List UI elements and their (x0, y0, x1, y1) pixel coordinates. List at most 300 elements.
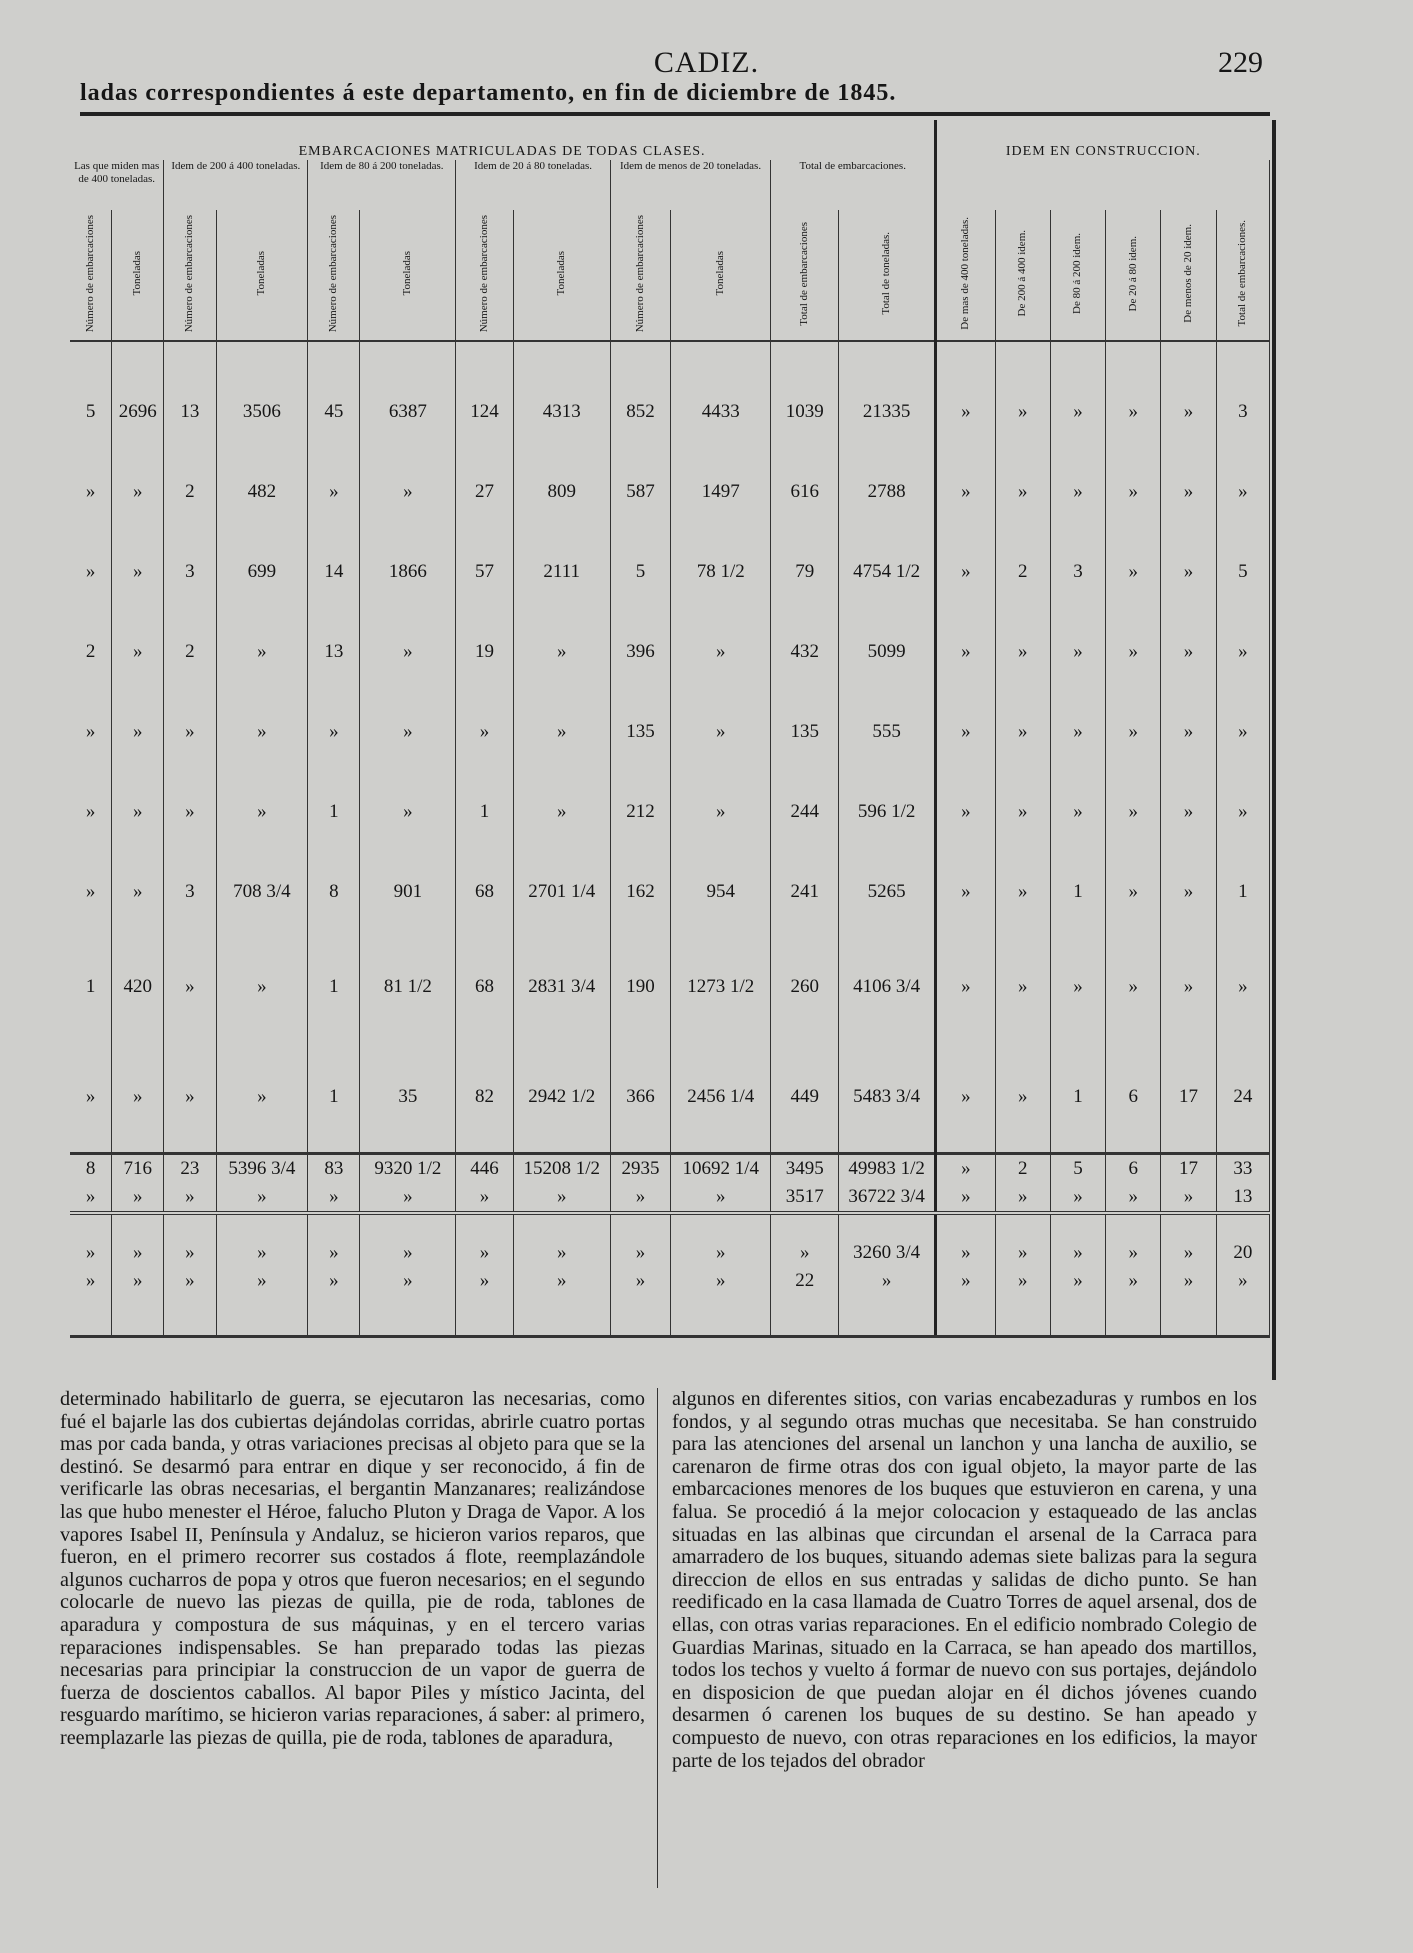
col-construccion-3 (1106, 210, 1161, 341)
diff-cell: » (936, 1267, 995, 1295)
col-toneladas-4-label: Toneladas (714, 251, 727, 296)
rows-cell: 901 (360, 852, 456, 932)
col-construccion-5 (1216, 210, 1269, 341)
rows-cell: » (1050, 692, 1105, 772)
text-column-right (672, 1388, 1257, 1772)
bottom-cell (1106, 1295, 1161, 1337)
totals-cell: 10692 1/4 (671, 1154, 771, 1184)
diff-cell: » (164, 1267, 216, 1295)
col-numero-2 (308, 210, 360, 341)
rows-cell: 8 (308, 852, 360, 932)
rows-cell: 78 1/2 (671, 532, 771, 612)
totals-cell: » (70, 1183, 112, 1213)
diff-cell: » (936, 1213, 995, 1267)
rows-cell: » (995, 852, 1050, 932)
col-construccion-0-label: De mas de 400 toneladas. (959, 217, 972, 330)
rows-cell: » (1161, 452, 1216, 532)
col-numero-1-label: Número de embarcaciones (183, 214, 196, 333)
page-number: 229 (1218, 46, 1263, 79)
totals-cell: » (1161, 1183, 1216, 1213)
rows-cell: » (936, 532, 995, 612)
rows-cell: 260 (771, 932, 839, 1042)
rows-cell: 162 (610, 852, 670, 932)
rows-cell: » (1050, 932, 1105, 1042)
rows-cell: » (1106, 452, 1161, 532)
col-total-embarcaciones-label: Total de embarcaciones (798, 221, 811, 326)
rows-cell: 5265 (839, 852, 936, 932)
rows-cell: » (164, 692, 216, 772)
rows-cell: 954 (671, 852, 771, 932)
diff-cell: » (308, 1267, 360, 1295)
rows-cell: » (1106, 932, 1161, 1042)
rows-cell: 432 (771, 612, 839, 692)
diff-cell: » (771, 1213, 839, 1267)
subgroup-under-20: Idem de menos de 20 toneladas. (610, 160, 771, 210)
col-total-toneladas-label: Total de toneladas. (880, 232, 893, 315)
diff-cell: » (456, 1267, 513, 1295)
rows-cell: 5483 3/4 (839, 1042, 936, 1154)
rows-cell: 449 (771, 1042, 839, 1154)
rows-cell: 124 (456, 341, 513, 452)
diff-cell: » (216, 1213, 308, 1267)
rows-cell: » (1106, 772, 1161, 852)
totals-cell: 17 (1161, 1154, 1216, 1184)
rows-cell: » (1216, 772, 1269, 852)
bottom-cell (995, 1295, 1050, 1337)
col-construccion-4-label: De menos de 20 idem. (1182, 224, 1194, 323)
diff-row (70, 1267, 1270, 1295)
rows-cell: » (1050, 772, 1105, 852)
rows-cell: » (112, 692, 164, 772)
bottom-cell (610, 1295, 670, 1337)
col-toneladas-0-label: Toneladas (131, 251, 144, 296)
totals-cell: 446 (456, 1154, 513, 1184)
bottom-cell (839, 1295, 936, 1337)
rows-cell: » (995, 772, 1050, 852)
rows-cell: 4313 (513, 341, 610, 452)
rows-cell: 57 (456, 532, 513, 612)
totals-cell: » (1050, 1183, 1105, 1213)
rows-cell: » (936, 772, 995, 852)
bottom-cell (112, 1295, 164, 1337)
rows-cell: 1273 1/2 (671, 932, 771, 1042)
rows-cell: 13 (308, 612, 360, 692)
statistics-table (70, 120, 1270, 1380)
rows-cell: 1866 (360, 532, 456, 612)
rows-cell: 809 (513, 452, 610, 532)
col-toneladas-0 (112, 210, 164, 341)
rows-cell: 14 (308, 532, 360, 612)
totals-cell: 716 (112, 1154, 164, 1184)
diff-cell: » (513, 1213, 610, 1267)
group-matriculadas: EMBARCACIONES MATRICULADAS DE TODAS CLASES. (70, 120, 936, 160)
col-numero-0 (70, 210, 112, 341)
rows-cell: 2111 (513, 532, 610, 612)
rows-row (70, 772, 1270, 852)
rows-cell: » (936, 341, 995, 452)
totals-cell: 2 (995, 1154, 1050, 1184)
bottom-cell (164, 1295, 216, 1337)
rows-cell: » (936, 692, 995, 772)
diff-cell: » (360, 1213, 456, 1267)
totals-cell: » (936, 1183, 995, 1213)
rows-cell: 3 (1216, 341, 1269, 452)
totals-cell: 15208 1/2 (513, 1154, 610, 1184)
col-total-toneladas (839, 210, 936, 341)
rows-cell: 2 (70, 612, 112, 692)
bottom-cell (771, 1295, 839, 1337)
bottom-cell (70, 1295, 112, 1337)
col-construccion-4 (1161, 210, 1216, 341)
rows-cell: 699 (216, 532, 308, 612)
subgroup-total: Total de embarcaciones. (771, 160, 936, 210)
rows-cell: » (1216, 612, 1269, 692)
totals-cell: » (308, 1183, 360, 1213)
rows-cell: » (456, 692, 513, 772)
rows-cell: » (936, 612, 995, 692)
rows-cell: 852 (610, 341, 670, 452)
diff-cell: » (308, 1213, 360, 1267)
rows-row (70, 852, 1270, 932)
rows-cell: » (360, 452, 456, 532)
rows-cell: 6 (1106, 1042, 1161, 1154)
rows-cell: 17 (1161, 1042, 1216, 1154)
bottom-cell (1216, 1295, 1269, 1337)
totals-row (70, 1183, 1270, 1213)
rows-cell: 135 (610, 692, 670, 772)
diff-cell: » (112, 1267, 164, 1295)
col-numero-4 (610, 210, 670, 341)
rows-cell: 19 (456, 612, 513, 692)
rows-cell: » (216, 772, 308, 852)
col-construccion-5-label: Total de embarcaciones. (1236, 220, 1249, 327)
rows-cell: 2788 (839, 452, 936, 532)
rows-cell: 212 (610, 772, 670, 852)
col-numero-4-label: Número de embarcaciones (633, 214, 646, 333)
rows-cell: » (70, 532, 112, 612)
rows-cell: 5 (610, 532, 670, 612)
rows-cell: » (671, 612, 771, 692)
rows-cell: 3 (164, 532, 216, 612)
rows-cell: 1 (1216, 852, 1269, 932)
rows-cell: 45 (308, 341, 360, 452)
rows-cell: 1 (308, 1042, 360, 1154)
rows-cell: » (112, 1042, 164, 1154)
rows-cell: 4433 (671, 341, 771, 452)
diff-cell: » (610, 1213, 670, 1267)
rows-row (70, 612, 1270, 692)
diff-cell: » (995, 1267, 1050, 1295)
diff-cell: » (610, 1267, 670, 1295)
rows-cell: 2701 1/4 (513, 852, 610, 932)
rows-cell: » (995, 1042, 1050, 1154)
page-header (0, 40, 1413, 110)
totals-cell: 9320 1/2 (360, 1154, 456, 1184)
totals-cell: » (610, 1183, 670, 1213)
rows-cell: » (1161, 532, 1216, 612)
rows-cell: 2 (164, 612, 216, 692)
col-construccion-0 (936, 210, 995, 341)
rows-cell: » (1050, 612, 1105, 692)
subgroup-200-400: Idem de 200 á 400 toneladas. (164, 160, 308, 210)
rows-cell: » (70, 772, 112, 852)
rows-cell: 244 (771, 772, 839, 852)
diff-cell: 20 (1216, 1213, 1269, 1267)
rows-cell: » (360, 772, 456, 852)
col-total-embarcaciones (771, 210, 839, 341)
rows-cell: 2456 1/4 (671, 1042, 771, 1154)
rows-row (70, 452, 1270, 532)
rows-cell: » (995, 692, 1050, 772)
rows-cell: 616 (771, 452, 839, 532)
totals-cell: 49983 1/2 (839, 1154, 936, 1184)
bottom-cell (360, 1295, 456, 1337)
rows-cell: » (671, 692, 771, 772)
col-toneladas-4 (671, 210, 771, 341)
totals-cell: 3517 (771, 1183, 839, 1213)
totals-cell: 36722 3/4 (839, 1183, 936, 1213)
rows-cell: 596 1/2 (839, 772, 936, 852)
bottom-cell (456, 1295, 513, 1337)
rows-cell: » (936, 1042, 995, 1154)
table-bottom-rule (70, 1295, 1270, 1337)
rows-cell: » (1161, 341, 1216, 452)
rows-cell: 35 (360, 1042, 456, 1154)
group-construccion: IDEM EN CONSTRUCCION. (1005, 144, 1201, 159)
diff-cell: 22 (771, 1267, 839, 1295)
totals-cell: 3495 (771, 1154, 839, 1184)
rows-cell: » (308, 452, 360, 532)
table-frame (1272, 120, 1276, 1380)
rows-cell: 587 (610, 452, 670, 532)
rows-cell: 241 (771, 852, 839, 932)
totals-cell: » (164, 1183, 216, 1213)
rows-cell: 2 (995, 532, 1050, 612)
rows-cell: » (164, 1042, 216, 1154)
diff-cell: » (360, 1267, 456, 1295)
totals-cell: » (1106, 1183, 1161, 1213)
diff-row (70, 1213, 1270, 1267)
col-numero-3-label: Número de embarcaciones (478, 214, 491, 333)
rows-cell: » (995, 452, 1050, 532)
rows-cell: 5099 (839, 612, 936, 692)
rows-cell: » (70, 692, 112, 772)
rows-cell: » (360, 692, 456, 772)
rows-cell: » (216, 692, 308, 772)
rows-cell: » (995, 612, 1050, 692)
totals-cell: 13 (1216, 1183, 1269, 1213)
rows-row (70, 692, 1270, 772)
rows-cell: 1 (308, 772, 360, 852)
rows-cell: 82 (456, 1042, 513, 1154)
col-toneladas-3-label: Toneladas (555, 251, 568, 296)
rows-cell: 135 (771, 692, 839, 772)
rows-cell: » (1050, 452, 1105, 532)
text-left: determinado habilitarlo de guerra, se ejecutaron las necesarias, como fué el bajarle las dos cubiertas dejándolas corridas, abrirle cuatro portas mas por cada banda, y otras variaciones precisas al objeto para que se la destinó. Se desarmó para entrar en dique y ser reconocido, á fin de verificarle las obras necesarias, el bergantin Manzanares; realizándose las que hubo menester el Héroe, falucho Pluton y Draga de Vapor. A los vapores Isabel II, Península y Andaluz, se hicieron varios reparos, que fueron, en el primero recorrer sus costados á flote, reemplazándole algunos cucharros de popa y otros que fueron necesarios; en el segundo colocarle de nuevo las piezas de quilla, pie de roda, tablones de aparadura y compostura de sus máquinas, y en el tercero varias reparaciones indispensables. Se han preparado todas las piezas necesarias para principiar la construccion de un vapor de guerra de fuerza de doscientos caballos. Al bapor Piles y místico Jacinta, del resguardo marítimo, se hicieron varias reparaciones, á saber: al primero, reemplazarle las piezas de quilla, pie de roda, tablones de aparadura, (60, 1388, 645, 1749)
rows-cell: » (360, 612, 456, 692)
diff-cell: » (1161, 1267, 1216, 1295)
rows-cell: 396 (610, 612, 670, 692)
rows-cell: » (112, 852, 164, 932)
rows-cell: 3506 (216, 341, 308, 452)
col-toneladas-3 (513, 210, 610, 341)
rows-cell: 366 (610, 1042, 670, 1154)
rows-cell: » (1106, 532, 1161, 612)
diff-cell: » (1161, 1213, 1216, 1267)
rows-cell: » (216, 932, 308, 1042)
rows-cell: » (164, 772, 216, 852)
diff-cell: » (839, 1267, 936, 1295)
rows-cell: 4106 3/4 (839, 932, 936, 1042)
rows-cell: 6387 (360, 341, 456, 452)
rows-cell: » (70, 852, 112, 932)
rows-cell: 1497 (671, 452, 771, 532)
subgroup-20-80: Idem de 20 á 80 toneladas. (456, 160, 610, 210)
rows-cell: » (308, 692, 360, 772)
diff-cell: » (70, 1267, 112, 1295)
rows-cell: » (70, 452, 112, 532)
totals-cell: 23 (164, 1154, 216, 1184)
diff-cell: » (1106, 1267, 1161, 1295)
rows-cell: 81 1/2 (360, 932, 456, 1042)
rows-cell: 1039 (771, 341, 839, 452)
totals-cell: 2935 (610, 1154, 670, 1184)
rows-cell: » (1161, 612, 1216, 692)
rows-cell: 1 (308, 932, 360, 1042)
rows-cell: » (995, 932, 1050, 1042)
totals-cell: 83 (308, 1154, 360, 1184)
rows-cell: 1 (456, 772, 513, 852)
col-toneladas-2-label: Toneladas (401, 251, 414, 296)
rows-cell: » (1106, 692, 1161, 772)
col-numero-1 (164, 210, 216, 341)
rows-cell: 4754 1/2 (839, 532, 936, 612)
rows-cell: 555 (839, 692, 936, 772)
page-subtitle: ladas correspondientes á este departamento, en fin de diciembre de 1845. (80, 80, 897, 106)
bottom-cell (513, 1295, 610, 1337)
page-title: CADIZ. (653, 46, 760, 79)
diff-cell: 3260 3/4 (839, 1213, 936, 1267)
totals-cell: 8 (70, 1154, 112, 1184)
totals-cell: 5396 3/4 (216, 1154, 308, 1184)
col-toneladas-2 (360, 210, 456, 341)
text-right: algunos en diferentes sitios, con varias encabezaduras y rumbos en los fondos, y al segundo otras muchas que necesitaba. Se han construido para las atenciones del arsenal un lanchon y una lancha de auxilio, se carenaron de firme otras dos con igual objeto, la mayor parte de las embarcaciones menores de los buques que estuvieron en carena, y una falua. Se procedió á la mejor colocacion y estaqueado de las anclas situadas en las albinas que circundan el arsenal de la Carraca para amarradero de los buques, situando ademas siete balizas para la segura direccion de ellos en sus entradas y salidas de dicho punto. Se han reedificado en la casa llamada de Cuatro Torres de aquel arsenal, dos de ellas, con otras varias reparaciones. En el edificio nombrado Colegio de Guardias Marinas, situado en la Carraca, se han apeado dos martillos, todos los techos y vuelto á formar de nuevo con sus portajes, dejándolo en disposicion de que puedan alojar en él dichos jóvenes cuando desarmen ó carenen los buques de su destino. Se han apeado y compuesto de nuevo, con otras reparaciones en los edificios, la mayor parte de los tejados del obrador (672, 1388, 1257, 1772)
rows-cell: » (112, 532, 164, 612)
diff-cell: » (671, 1267, 771, 1295)
diff-cell: » (1050, 1267, 1105, 1295)
rows-cell: » (513, 612, 610, 692)
totals-cell: 33 (1216, 1154, 1269, 1184)
rows-cell: » (70, 1042, 112, 1154)
body-text (60, 1388, 1270, 1928)
rows-cell: » (936, 452, 995, 532)
col-numero-0-label: Número de embarcaciones (84, 214, 97, 333)
diff-cell: » (164, 1213, 216, 1267)
rows-cell: 27 (456, 452, 513, 532)
totals-cell: » (936, 1154, 995, 1184)
bottom-cell (936, 1295, 995, 1337)
rows-cell: » (513, 692, 610, 772)
column-divider (657, 1388, 658, 1888)
rows-cell: » (936, 852, 995, 932)
rows-cell: » (1161, 772, 1216, 852)
diff-cell: » (671, 1213, 771, 1267)
totals-cell: » (456, 1183, 513, 1213)
rows-cell: 13 (164, 341, 216, 452)
top-rule (80, 112, 1270, 116)
rows-cell: 2696 (112, 341, 164, 452)
rows-cell: 1 (1050, 1042, 1105, 1154)
rows-cell: 190 (610, 932, 670, 1042)
text-column-left (60, 1388, 645, 1750)
totals-cell: » (995, 1183, 1050, 1213)
col-construccion-2 (1050, 210, 1105, 341)
totals-cell: » (112, 1183, 164, 1213)
rows-cell: » (1161, 852, 1216, 932)
col-toneladas-1 (216, 210, 308, 341)
rows-cell: 3 (164, 852, 216, 932)
totals-cell: » (671, 1183, 771, 1213)
bottom-cell (308, 1295, 360, 1337)
rows-cell: » (1161, 932, 1216, 1042)
rows-cell: 482 (216, 452, 308, 532)
rows-row (70, 532, 1270, 612)
diff-cell: » (70, 1213, 112, 1267)
totals-cell: » (513, 1183, 610, 1213)
totals-cell: 6 (1106, 1154, 1161, 1184)
rows-cell: » (671, 772, 771, 852)
rows-cell: 79 (771, 532, 839, 612)
col-numero-3 (456, 210, 513, 341)
rows-cell: » (1050, 341, 1105, 452)
rows-cell: » (1106, 852, 1161, 932)
col-construccion-1-label: De 200 á 400 idem. (1016, 230, 1029, 317)
rows-cell: » (112, 452, 164, 532)
bottom-cell (216, 1295, 308, 1337)
totals-cell: » (360, 1183, 456, 1213)
diff-cell: » (216, 1267, 308, 1295)
rows-row (70, 341, 1270, 452)
rows-cell: 68 (456, 932, 513, 1042)
rows-cell: » (513, 772, 610, 852)
rows-cell: » (1216, 692, 1269, 772)
rows-cell: 5 (70, 341, 112, 452)
rows-cell: 2942 1/2 (513, 1042, 610, 1154)
rows-cell: 708 3/4 (216, 852, 308, 932)
rows-cell: » (936, 932, 995, 1042)
bottom-cell (1161, 1295, 1216, 1337)
rows-cell: » (216, 1042, 308, 1154)
totals-cell: 5 (1050, 1154, 1105, 1184)
rows-cell: » (112, 612, 164, 692)
subgroup-over-400: Las que miden mas de 400 toneladas. (70, 160, 164, 210)
rows-cell: » (995, 341, 1050, 452)
diff-cell: » (1216, 1267, 1269, 1295)
rows-cell: 3 (1050, 532, 1105, 612)
rows-row (70, 932, 1270, 1042)
subgroup-construccion-blank (936, 160, 1270, 210)
rows-cell: 68 (456, 852, 513, 932)
bottom-cell (1050, 1295, 1105, 1337)
diff-cell: » (1106, 1213, 1161, 1267)
col-numero-2-label: Número de embarcaciones (327, 214, 340, 333)
rows-cell: 5 (1216, 532, 1269, 612)
col-toneladas-1-label: Toneladas (255, 251, 268, 296)
rows-cell: 1 (70, 932, 112, 1042)
diff-cell: » (112, 1213, 164, 1267)
diff-cell: » (513, 1267, 610, 1295)
rows-cell: » (1216, 452, 1269, 532)
